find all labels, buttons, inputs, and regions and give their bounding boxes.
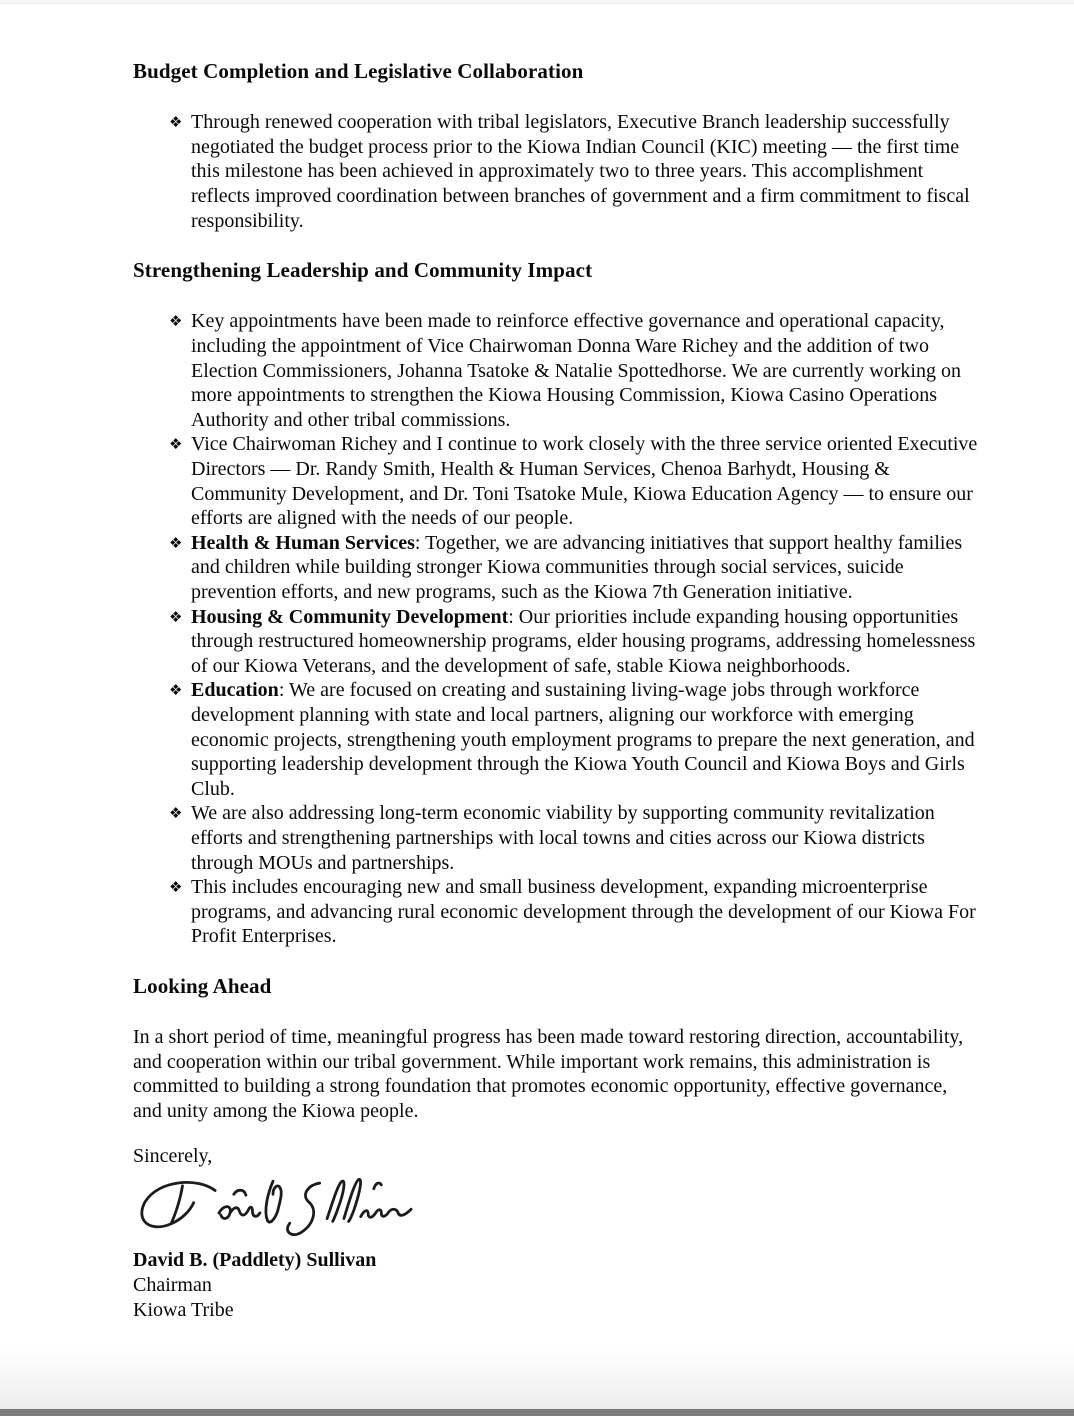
letter-section <box>133 973 978 1124</box>
bullet-text-body: : We are focused on creating and sustaining living-wage jobs through workforce development planning with state and local partners, aligning our workforce with emerging economic projects, strengthening youth employment programs to prepare the next generation, and supporting leadership development through the Kiowa Youth Council and Kiowa Boys and Girls Club. <box>191 679 975 800</box>
bullet-text-body: Vice Chairwoman Richey and I continue to work closely with the three service oriented Executive Directors — Dr. Randy Smith, Health & Human Services, Chenoa Barhydt, Housing & Community Development, and Dr. Toni Tsatoke Mule, Kiowa Education Agency — to ensure our efforts are aligned with the needs of our people. <box>191 433 978 530</box>
bullet-lead-bold: Housing & Community Development <box>191 605 509 628</box>
list-item <box>169 678 978 801</box>
page-bottom-fade <box>0 1349 1074 1409</box>
list-item <box>169 801 978 875</box>
bullet-text-body: : Our priorities include expanding housing opportunities through restructured homeownership programs, elder housing programs, addressing homelessness of our Kiowa Veterans, and the development of safe, stable Kiowa neighborhoods. <box>191 605 976 677</box>
list-item <box>169 432 978 530</box>
section-heading: Budget Completion and Legislative Collaboration <box>133 59 584 83</box>
bullet-text <box>191 531 978 605</box>
diamond-bullet-icon: ❖ <box>169 804 183 823</box>
list-item <box>169 605 978 679</box>
bullet-list <box>133 110 978 233</box>
signer-org: Kiowa Tribe <box>133 1299 234 1322</box>
diamond-bullet-icon: ❖ <box>169 878 183 897</box>
viewer-top-edge <box>0 0 1074 4</box>
bullet-text <box>191 432 978 530</box>
signature-image <box>133 1170 978 1244</box>
bullet-text-body: Through renewed cooperation with tribal legislators, Executive Branch leadership successfully negotiated the budget process prior to the Kiowa Indian Council (KIC) meeting — the first time this milestone has been achieved in approximately two to three years. This accomplishment reflects improved coordination between branches of government and a firm commitment to fiscal responsibility. <box>191 111 970 232</box>
letter-section <box>133 58 978 233</box>
section-heading: Looking Ahead <box>133 973 272 998</box>
bullet-text-body: This includes encouraging new and small business development, expanding microenterprise programs, and advancing rural economic development through the development of our Kiowa For Profit Enterprises. <box>191 876 976 948</box>
diamond-bullet-icon: ❖ <box>169 435 183 454</box>
salutation: Sincerely, <box>133 1144 213 1167</box>
bullet-text-body: : Together, we are advancing initiatives that support healthy families and children while building stronger Kiowa communities through social services, suicide prevention efforts, and new programs, such as the Kiowa 7th Generation initiative. <box>191 531 963 603</box>
bullet-text-body: Key appointments have been made to reinforce effective governance and operational capacity, including the appointment of Vice Chairwoman Donna Ware Richey and the addition of two Election Commissioners, Johanna Tsatoke & Natalie Spottedhorse. We are currently working on more appointments to strengthen the Kiowa Housing Commission, Kiowa Casino Operations Authority and other tribal commissions. <box>191 310 961 431</box>
closing-block <box>133 1144 978 1324</box>
list-item <box>169 531 978 605</box>
signer-name: David B. (Paddlety) Sullivan <box>133 1249 377 1272</box>
letter-section <box>133 257 978 949</box>
signer-title: Chairman <box>133 1274 212 1297</box>
viewer-bottom-bar <box>0 1409 1074 1416</box>
letter-sections <box>133 58 978 1124</box>
bullet-list <box>133 309 978 948</box>
diamond-bullet-icon: ❖ <box>169 312 183 331</box>
diamond-bullet-icon: ❖ <box>169 533 183 552</box>
bullet-lead-bold: Education <box>191 679 279 702</box>
bullet-text <box>191 801 978 875</box>
section-heading: Strengthening Leadership and Community Impact <box>133 258 593 283</box>
diamond-bullet-icon: ❖ <box>169 113 183 132</box>
list-item <box>169 875 978 949</box>
bullet-text <box>191 309 978 432</box>
diamond-bullet-icon: ❖ <box>169 681 183 700</box>
list-item <box>169 110 978 233</box>
bullet-lead-bold: Health & Human Services <box>191 531 415 554</box>
bullet-text <box>191 110 978 233</box>
bullet-text <box>191 678 978 801</box>
bullet-text-body: We are also addressing long-term economic viability by supporting community revitalization efforts and strengthening partnerships with local towns and cities across our Kiowa districts through MOUs and partnerships. <box>191 802 935 874</box>
bullet-text <box>191 605 978 679</box>
list-item <box>169 309 978 432</box>
section-paragraph: In a short period of time, meaningful progress has been made toward restoring direction, accountability, and cooperation within our tribal government. While important work remains, this administration is committed to building a strong foundation that promotes economic opportunity, effective governance, and unity among the Kiowa people. <box>133 1026 964 1122</box>
diamond-bullet-icon: ❖ <box>169 607 183 626</box>
bullet-text <box>191 875 978 949</box>
